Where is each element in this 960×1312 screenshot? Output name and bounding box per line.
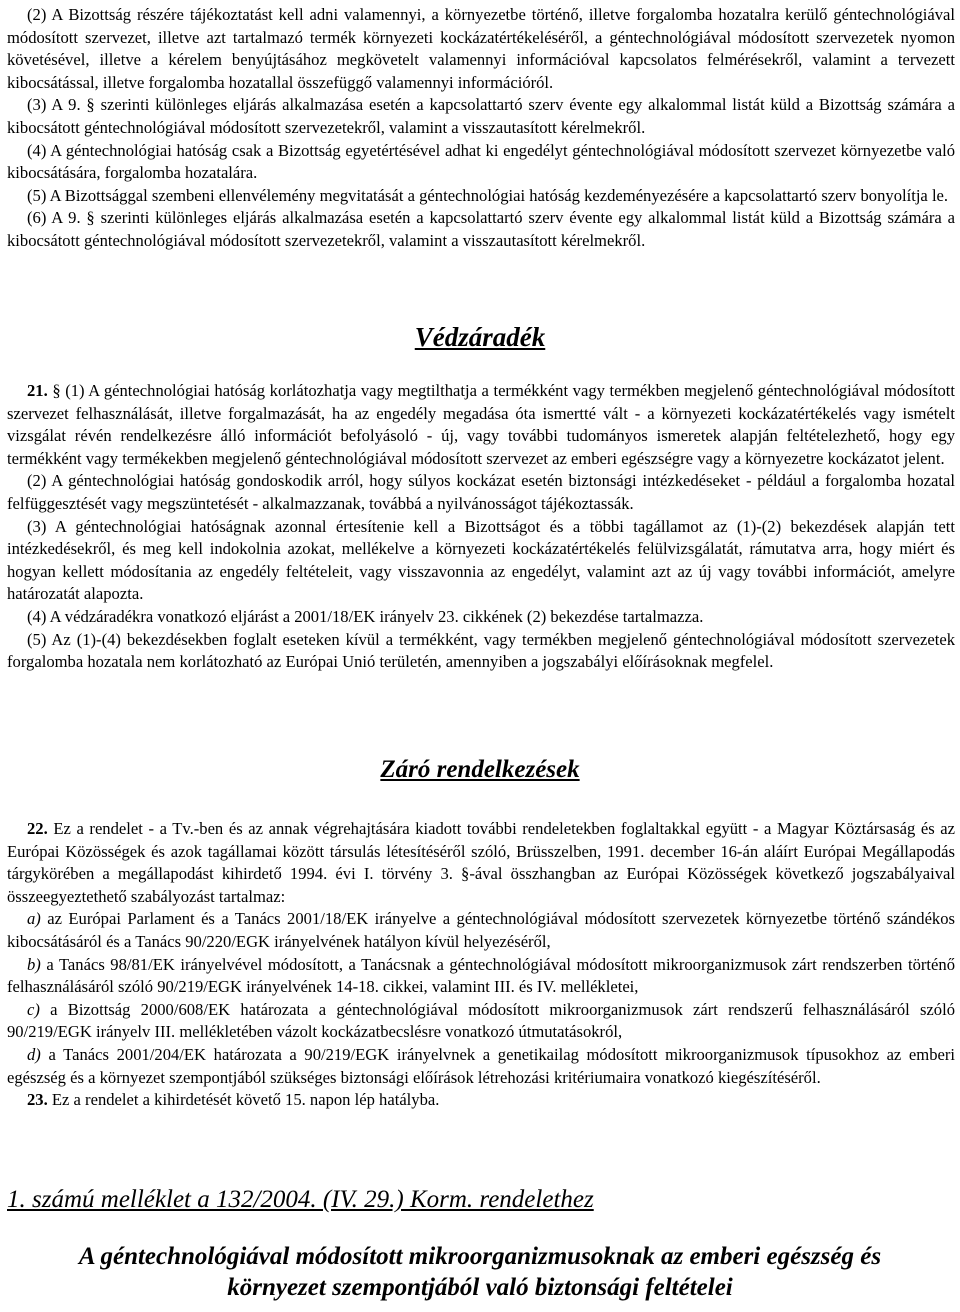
list-text-c: a Bizottság 2000/608/EK határozata a géntechnológiával módosított mikroorganizmusok zárt rendszerű felhasználásáról szóló 90/219/EGK irányelv III. mellékletében vázolt kockázatbecslésre vonatkozó útmutatásokról, [7, 999, 955, 1042]
paragraph-22-text: Ez a rendelet - a Tv.-ben és az annak végrehajtására kiadott további rendeletekben foglaltakkal együtt - a Magyar Köztársaság és az Európai Közösségek és azok tagállamai között társulás létesítéséről szóló, Brüsszelben, 1991. december 16-án aláírt Európai Megállapodás tárgykörében a megállapodást kihirdető 1994. évi I. törvény 3. §-ával összhangban az Európai Közösségek következő jogszabályaival összeegyeztethető szabályozást tartalmaz: [7, 819, 955, 906]
paragraph-3: (3) A 9. § szerinti különleges eljárás alkalmazása esetén a kapcsolattartó szerv évente egy alkalommal listát küld a Bizottság számára a kibocsátott géntechnológiával módosított szervezetekről, valamint a visszautasított kérelmekről. [7, 95, 955, 137]
paragraph-4: (4) A géntechnológiai hatóság csak a Bizottság egyetértésével adhat ki engedélyt géntechnológiával módosított szervezet környezetbe való kibocsátására, forgalomba hozatalára. [7, 140, 955, 183]
annex-subtitle-line-1: A géntechnológiával módosított mikroorganizmusoknak az emberi egészség és [78, 1243, 882, 1270]
paragraph-21-2: (2) A géntechnológiai hatóság gondoskodik arról, hogy súlyos kockázat esetén biztonsági intézkedéseket - például a forgalomba hozatal felfüggesztését vagy megszüntetését - alkalmazzanak, továbbá a nyilvánosságot tájékoztassák. [7, 471, 955, 513]
paragraph-2: (2) A Bizottság részére tájékoztatást kell adni valamennyi, a környezetbe történő, illetve forgalomba hozatalra kerülő géntechnológiával módosított szervezet, illetve azt tartalmazó termék környezeti kockázatértékeléséről, a géntechnológiával módosított szervezetek nyomon követésével, illetve a kérelem benyújtásához megkövetelt valamennyi információval kapcsolatos felmérésekről, valamint a tervezett kibocsátással, illetve forgalomba hozatallal összefüggő valamennyi információról. [7, 5, 955, 92]
list-item-d [7, 1044, 955, 1089]
paragraph-22 [7, 818, 955, 908]
list-text-a: az Európai Parlament és a Tanács 2001/18/EK irányelve a géntechnológiával módosított szervezetek környezetbe történő szándékos kibocsátásáról és a Tanács 90/220/EGK irányelvének hatályon kívül helyezéséről, [7, 909, 955, 951]
heading-vedzaradek: Védzáradék [414, 322, 546, 352]
annex-title: 1. számú melléklet a 132/2004. (IV. 29.) Korm. rendelethez [7, 1186, 594, 1213]
section-number-22: 22. [27, 819, 48, 838]
annex-subtitle-line-2: környezet szempontjából való biztonsági feltételei [227, 1274, 733, 1301]
list-text-b: a Tanács 98/81/EK irányelvével módosított, a Tanácsnak a géntechnológiával módosított mikroorganizmusok zárt rendszerben történő felhasználásáról szóló 90/219/EGK irányelvének 14-18. cikkei, valamint III. és IV. mellékletei, [7, 954, 955, 997]
list-label-b: b) [27, 954, 41, 974]
list-item-a [7, 908, 955, 953]
list-label-d: d) [27, 1044, 41, 1064]
list-label-a: a) [27, 909, 41, 929]
section-zaro-rendelkezesek [7, 818, 955, 1112]
paragraph-21-3: (3) A géntechnológiai hatóságnak azonnal értesítenie kell a Bizottságot és a többi tagállamot az (1)-(2) bekezdések alapján tett intézkedésekről, és meg kell indokolnia azokat, mellékelve a környezeti kockázatértékelés felülvizsgálatát, rámutatva arra, hogy miért és hogyan kellett módosítania az engedély feltételeit, vagy visszavonnia az engedélyt, valamint azt az új vagy további információt, amelyre határozatát alapozta. [7, 516, 955, 604]
paragraph-5: (5) A Bizottsággal szembeni ellenvélemény megvitatását a géntechnológiai hatóság kezdeményezésére a kapcsolattartó szerv bonyolítja le. [27, 185, 949, 205]
list-label-c: c) [27, 999, 40, 1019]
paragraph-23 [7, 1089, 955, 1112]
paragraph-6: (6) A 9. § szerinti különleges eljárás alkalmazása esetén a kapcsolattartó szerv évente egy alkalommal listát küld a Bizottság számára a kibocsátott géntechnológiával módosított szervezetekről, valamint a visszautasított kérelmekről. [7, 208, 955, 250]
list-item-b [7, 954, 955, 999]
paragraph-21-1 [7, 380, 955, 470]
paragraph-21-5: (5) Az (1)-(4) bekezdésekben foglalt eseteken kívül a termékként, vagy termékben megjelenő géntechnológiával módosított szervezetek forgalomba hozatala nem korlátozható az Európai Unió területén, amennyiben a jogszabályi előírásoknak megfelel. [7, 629, 955, 672]
section-number-23: 23. [27, 1090, 48, 1110]
list-item-c [7, 999, 955, 1044]
annex-subtitle [0, 1241, 960, 1303]
section-number-21: 21. [27, 381, 48, 400]
paragraph-23-text: Ez a rendelet a kihirdetését követő 15. napon lép hatályba. [47, 1090, 440, 1110]
heading-zaro-rendelkezesek: Záró rendelkezések [380, 756, 580, 783]
section-kapcsolattartas [7, 4, 955, 253]
paragraph-21-1-text: § (1) A géntechnológiai hatóság korlátozhatja vagy megtilthatja a termékként vagy termékben megjelenő géntechnológiával módosított szervezet felhasználását, illetve forgalmazását, ha az engedély megadása óta ismertté vált - a környezeti kockázatértékelés vagy ismételt vizsgálat révén rendelkezésre álló információt befolyásoló - új, vagy további tudományos ismeretek alapján feltételezhető, hogy egy termékként vagy termékekben megjelenő géntechnológiával módosított szervezet az emberi egészségre vagy a környezetre kockázatot jelent. [7, 381, 955, 468]
section-vedzaradek [7, 380, 955, 674]
paragraph-21-4: (4) A védzáradékra vonatkozó eljárást a 2001/18/EK irányelv 23. cikkének (2) bekezdése tartalmazza. [27, 606, 704, 626]
list-text-d: a Tanács 2001/204/EK határozata a 90/219/EGK irányelvnek a genetikailag módosított mikroorganizmusok típusokhoz az emberi egészség és a környezet szempontjából szükséges biztonsági előírások létrehozási kritériumaira vonatkozó kiegészítéséről. [7, 1044, 955, 1087]
